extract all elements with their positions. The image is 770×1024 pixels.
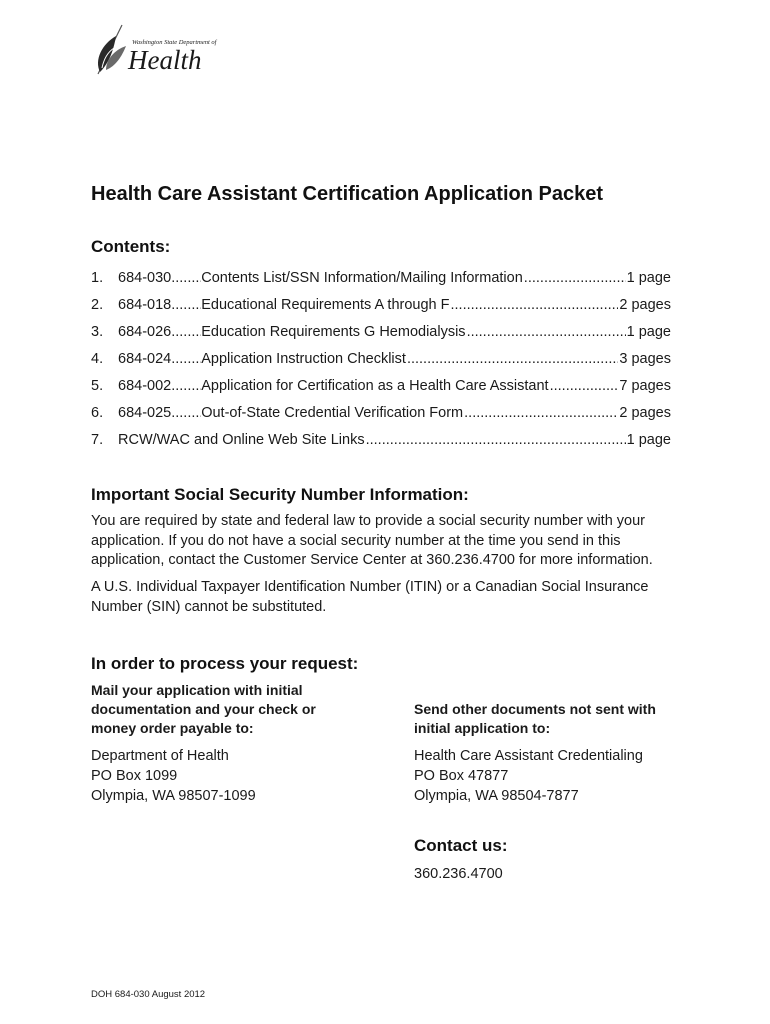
contents-item: 2. 684-018 ..... Educational Requirements A through F ..... 2 pages	[91, 297, 671, 324]
contents-item: 6. 684-025 ..... Out-of-State Credential Verification Form ..... 2 pages	[91, 405, 671, 432]
mail-instructions-heading: Mail your application with initial documentation and your check or money order payable to:	[91, 682, 316, 736]
contents-list	[91, 270, 671, 459]
contact-phone: 360.236.4700	[414, 866, 503, 882]
mail-address-line: Department of Health	[91, 748, 229, 764]
process-heading: In order to process your request:	[91, 654, 359, 673]
other-address-line: Olympia, WA 98504-7877	[414, 788, 579, 804]
logo-department-text: Washington State Department of	[132, 39, 217, 46]
contents-heading: Contents:	[91, 237, 171, 256]
contents-item: 3. 684-026 ..... Education Requirements G Hemodialysis ..... 1 page	[91, 324, 671, 351]
mail-address	[91, 746, 256, 806]
other-documents-address	[414, 746, 643, 806]
ssn-heading: Important Social Security Number Information:	[91, 485, 469, 504]
form-footer: DOH 684-030 August 2012	[91, 989, 206, 1000]
ssn-paragraph-1: You are required by state and federal law to provide a social security number with your application. If you do not have a social security number at the time you send in this application, contact the Customer Service Center at 360.236.4700 for more information.	[91, 513, 653, 568]
contact-heading: Contact us:	[414, 836, 508, 855]
contents-item: 5. 684-002 ..... Application for Certification as a Health Care Assistant ..... 7 pages	[91, 378, 671, 405]
mail-address-line: PO Box 1099	[91, 768, 178, 784]
other-address-line: Health Care Assistant Credentialing	[414, 748, 643, 764]
logo-wordmark: Health	[128, 45, 202, 75]
other-address-line: PO Box 47877	[414, 768, 509, 784]
contents-item: 4. 684-024 ..... Application Instruction Checklist ..... 3 pages	[91, 351, 671, 378]
other-documents-heading: Send other documents not sent with initial application to:	[414, 701, 656, 736]
contents-item: 1. 684-030 ..... Contents List/SSN Information/Mailing Information ..... 1 page	[91, 270, 671, 297]
mail-address-line: Olympia, WA 98507-1099	[91, 788, 256, 804]
page-title: Health Care Assistant Certification Application Packet	[91, 183, 603, 205]
doh-logo	[92, 22, 222, 78]
feather-logo-icon	[92, 22, 132, 78]
ssn-paragraph-2: A U.S. Individual Taxpayer Identification Number (ITIN) or a Canadian Social Insurance Number (SIN) cannot be substituted.	[91, 579, 649, 615]
contents-item: 7. RCW/WAC and Online Web Site Links ..... 1 page	[91, 432, 671, 459]
